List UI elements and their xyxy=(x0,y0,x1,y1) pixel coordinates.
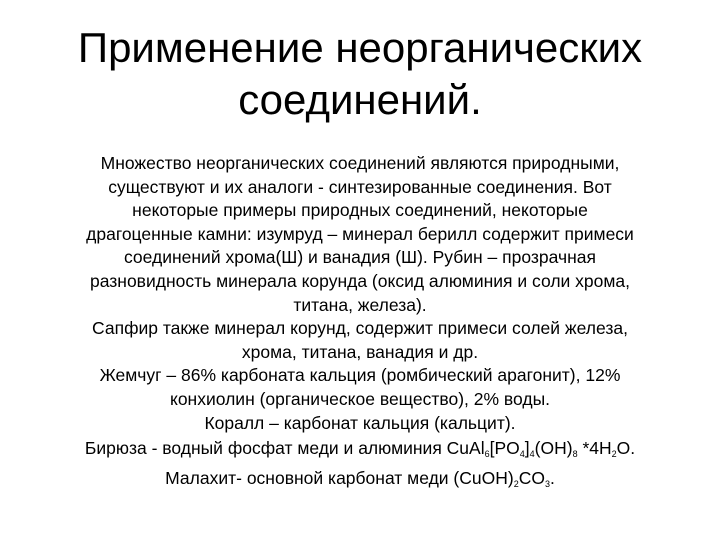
body-line: некоторые примеры природных соединений, некоторые xyxy=(132,200,588,221)
body-line: соединений хрома(Ш) и ванадия (Ш). Рубин – прозрачная xyxy=(123,247,596,268)
slide-body xyxy=(20,152,700,490)
body-line: разновидность минерала корунда (оксид алюминия и соли хрома, xyxy=(89,270,631,291)
malachite-formula-line xyxy=(20,467,700,491)
subscript: 3 xyxy=(544,478,550,489)
body-line: хрома, титана, ванадия и др. xyxy=(241,341,479,362)
formula-part: ] xyxy=(524,438,530,459)
subscript: 4 xyxy=(519,449,525,460)
subscript: 2 xyxy=(611,449,617,460)
body-line: титана, железа). xyxy=(293,294,427,315)
subscript: 6 xyxy=(484,449,490,460)
title-line-2: соединений. xyxy=(238,76,482,123)
turquoise-formula-line xyxy=(20,437,700,461)
subscript: 2 xyxy=(513,478,519,489)
formula-part: (OH) xyxy=(534,438,573,459)
subscript: 8 xyxy=(572,449,578,460)
title-line-1: Применение неорганических xyxy=(77,24,643,71)
formula-part: *4H xyxy=(577,438,612,459)
formula-part: O. xyxy=(616,438,636,459)
body-line: конхиолин (органическое вещество), 2% воды. xyxy=(169,388,551,409)
body-line: Сапфир также минерал корунд, содержит примеси солей железа, xyxy=(92,318,628,339)
malachite-text: Малахит- основной карбонат меди (CuOH) xyxy=(165,467,514,488)
body-line: драгоценные камни: изумруд – минерал берилл содержит примеси xyxy=(86,223,634,244)
body-line: Коралл – карбонат кальция (кальцит). xyxy=(204,412,516,433)
formula-part: [PO xyxy=(489,438,520,459)
body-line: существуют и их аналоги - синтезированные соединения. Вот xyxy=(108,176,612,197)
slide-title xyxy=(20,22,700,126)
body-line: Жемчуг – 86% карбоната кальция (ромбический арагонит), 12% xyxy=(99,365,621,386)
body-line: Множество неорганических соединений являются природными, xyxy=(100,153,620,173)
turquoise-text: Бирюза - водный фосфат меди и алюминия CuAl xyxy=(84,438,485,459)
formula-part: CO xyxy=(518,467,545,488)
subscript: 4 xyxy=(529,449,535,460)
formula-part: . xyxy=(549,467,555,488)
